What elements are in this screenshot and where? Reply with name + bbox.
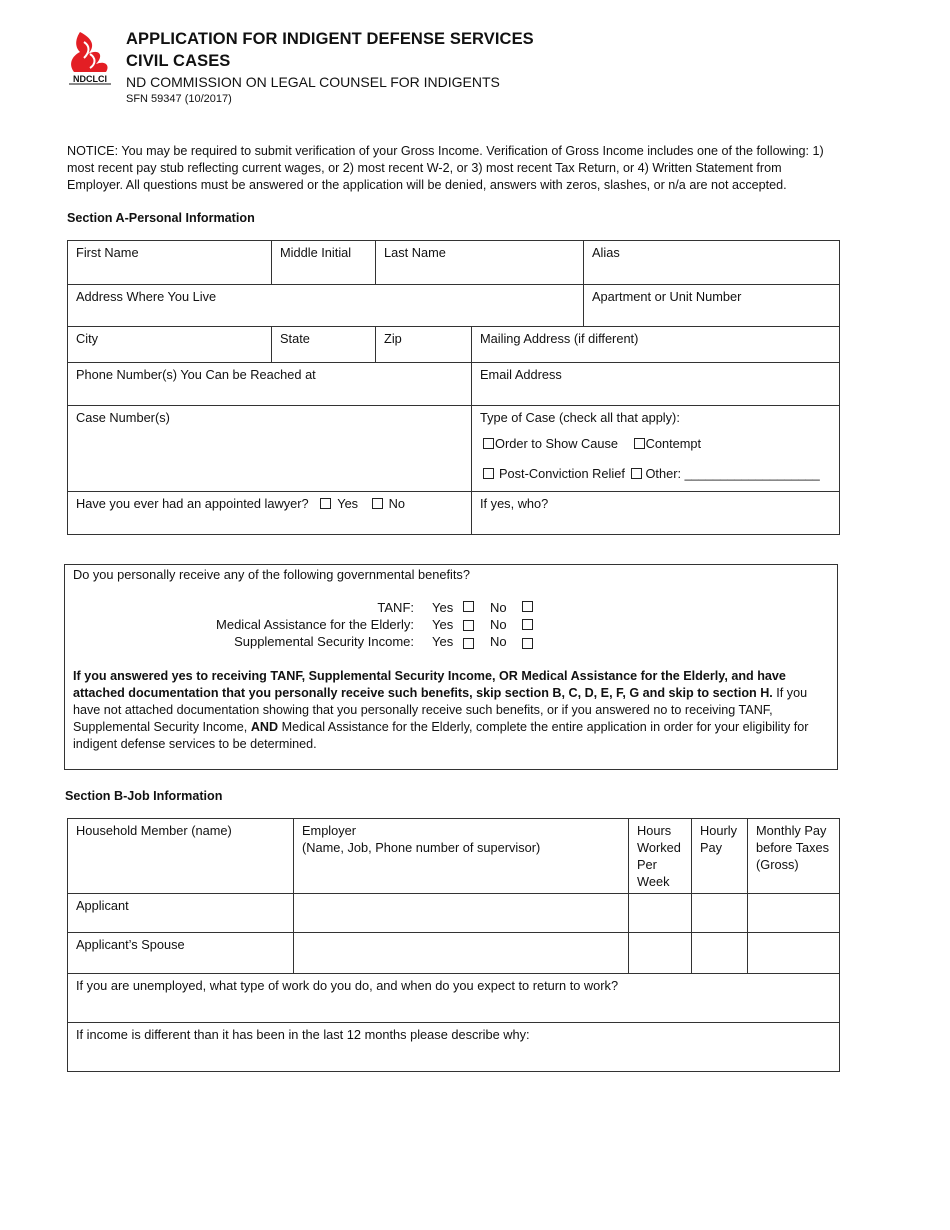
income-change-field[interactable]: If income is different than it has been in the last 12 months please describe why: [68, 1023, 840, 1072]
logo-text: NDCLCI [73, 74, 107, 84]
applicant-hourly-field[interactable] [692, 894, 748, 933]
ssi-no-checkbox[interactable] [522, 638, 533, 649]
applicant-monthly-field[interactable] [748, 894, 840, 933]
tanf-yes-checkbox[interactable] [463, 601, 474, 612]
benefit-no-label: No [490, 634, 507, 649]
spouse-monthly-field[interactable] [748, 933, 840, 974]
first-name-field[interactable]: First Name [68, 241, 272, 285]
applicant-hours-field[interactable] [629, 894, 692, 933]
show-cause-checkbox[interactable] [483, 438, 494, 449]
benefit-label-tanf: TANF: [377, 600, 414, 615]
state-field[interactable]: State [272, 327, 376, 363]
spouse-employer-field[interactable] [294, 933, 629, 974]
col-monthly-pay: Monthly Pay before Taxes (Gross) [748, 819, 840, 894]
ndclci-logo [66, 28, 114, 86]
tanf-no-checkbox[interactable] [522, 601, 533, 612]
spouse-hours-field[interactable] [629, 933, 692, 974]
benefit-label-medical: Medical Assistance for the Elderly: [216, 617, 414, 632]
other-checkbox[interactable] [631, 468, 642, 479]
alias-field[interactable]: Alias [584, 241, 840, 285]
middle-initial-field[interactable]: Middle Initial [272, 241, 376, 285]
benefit-label-ssi: Supplemental Security Income: [234, 634, 414, 649]
col-hours: Hours Worked Per Week [629, 819, 692, 894]
notice-text: NOTICE: You may be required to submit verification of your Gross Income. Verification of Gross Income includes one of the following: 1) most recent pay stub reflecting current wages, or 2) most recent W-2, or 3) most recent Tax Return, or 4) Written Statement from Employer. All questions must be answered or the application will be denied, answers with zeros, slashes, or n/a are not accepted. [67, 144, 824, 192]
benefit-no-label: No [490, 617, 507, 632]
benefits-question: Do you personally receive any of the following governmental benefits? [73, 567, 470, 582]
benefits-instructions: If you answered yes to receiving TANF, Supplemental Security Income, OR Medical Assistance for the Elderly, and have attached documentation that you personally receive such benefits, skip section B, C, D, E, F, G and skip to section H. If you have not attached documentation showing that you personally receive such benefits, or if you answered no to receiving TANF, Supplemental Security Income, AND Medical Assistance for the Elderly, complete the entire application in order for your eligibility for indigent defense services to be determined. [73, 669, 809, 751]
unemployed-field[interactable]: If you are unemployed, what type of work do you do, and when do you expect to return to work? [68, 974, 840, 1023]
apartment-field[interactable]: Apartment or Unit Number [584, 285, 840, 327]
post-conviction-checkbox[interactable] [483, 468, 494, 479]
applicant-employer-field[interactable] [294, 894, 629, 933]
case-type-cell: Type of Case (check all that apply): Order to Show Cause Contempt Post-Conviction Relief Other: ___________________ [472, 406, 840, 492]
benefit-yes-label: Yes [432, 617, 454, 632]
zip-field[interactable]: Zip [376, 327, 472, 363]
row-applicant-label: Applicant [68, 894, 294, 933]
mailing-address-field[interactable]: Mailing Address (if different) [472, 327, 840, 363]
section-b-title: Section B-Job Information [65, 789, 223, 803]
benefit-yes-label: Yes [432, 634, 454, 649]
phone-field[interactable]: Phone Number(s) You Can be Reached at [68, 363, 472, 406]
personal-info-table [67, 240, 840, 535]
if-yes-who-field[interactable]: If yes, who? [472, 492, 840, 535]
benefit-no-label: No [490, 600, 507, 615]
city-field[interactable]: City [68, 327, 272, 363]
section-a-title: Section A-Personal Information [67, 211, 255, 225]
col-employer: Employer (Name, Job, Phone number of supervisor) [294, 819, 629, 894]
benefit-yes-label: Yes [432, 600, 454, 615]
case-type-label: Type of Case (check all that apply): [480, 410, 680, 425]
spouse-hourly-field[interactable] [692, 933, 748, 974]
agency-name: ND COMMISSION ON LEGAL COUNSEL FOR INDIGENTS [126, 74, 500, 90]
col-household-member: Household Member (name) [68, 819, 294, 894]
medical-yes-checkbox[interactable] [463, 620, 474, 631]
email-field[interactable]: Email Address [472, 363, 840, 406]
row-spouse-label: Applicant’s Spouse [68, 933, 294, 974]
lawyer-no-checkbox[interactable] [372, 498, 383, 509]
col-hourly-pay: Hourly Pay [692, 819, 748, 894]
job-info-table [67, 818, 840, 1072]
form-number: SFN 59347 (10/2017) [126, 93, 232, 105]
case-number-field[interactable]: Case Number(s) [68, 406, 472, 492]
lawyer-yes-checkbox[interactable] [320, 498, 331, 509]
form-title: APPLICATION FOR INDIGENT DEFENSE SERVICES [126, 30, 534, 48]
ssi-yes-checkbox[interactable] [463, 638, 474, 649]
form-subtitle: CIVIL CASES [126, 52, 231, 70]
address-field[interactable]: Address Where You Live [68, 285, 584, 327]
medical-no-checkbox[interactable] [522, 619, 533, 630]
last-name-field[interactable]: Last Name [376, 241, 584, 285]
contempt-checkbox[interactable] [634, 438, 645, 449]
appointed-lawyer-cell: Have you ever had an appointed lawyer? Yes No [68, 492, 472, 535]
